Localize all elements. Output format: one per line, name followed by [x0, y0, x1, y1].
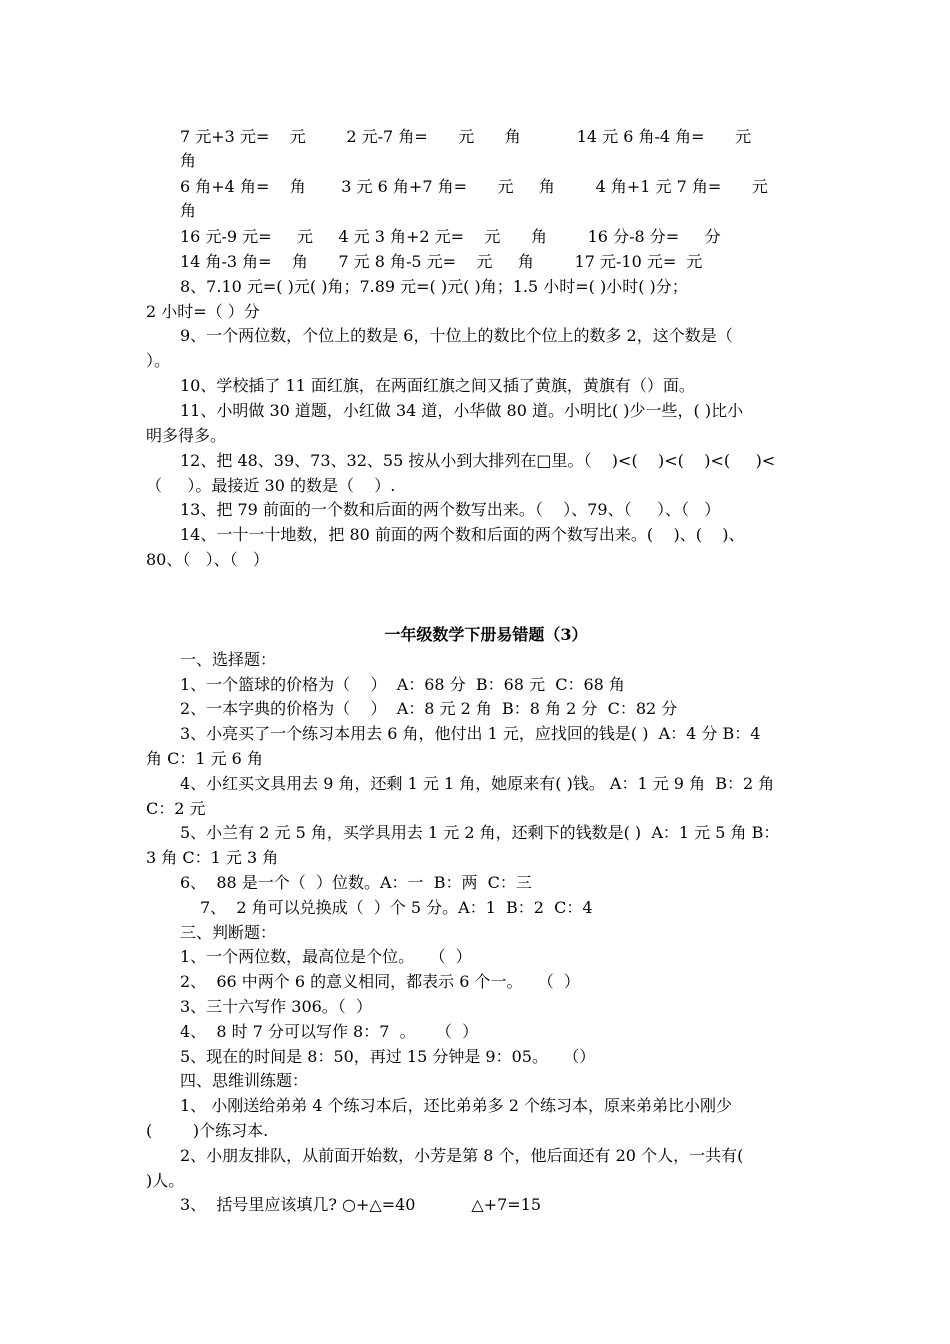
question-8: 8、7.10 元=( )元( )角；7.89 元=( )元( )角；1.5 小时=( )小时( )分； [180, 277, 688, 296]
question-11: 11、小明做 30 道题，小红做 34 道，小华做 80 道。小明比( )少一些，( )比小 [180, 401, 744, 420]
thinking-2: 2、小朋友排队，从前面开始数，小芳是第 8 个，他后面还有 20 个人，一共有( [180, 1146, 744, 1165]
choice-3-wrap: 角 C：1 元 6 角 [146, 749, 263, 768]
money-calc-row-1-wrap: 角 [180, 151, 197, 170]
judge-4: 4、 8 时 7 分可以写作 8：7 。 （ ） [180, 1022, 479, 1041]
question-12: 12、把 48、39、73、32、55 按从小到大排列在□里。（ )<( )<( )<( )< [180, 451, 776, 470]
heading-choice: 一、选择题： [180, 650, 277, 669]
question-12-wrap: （ ）。最接近 30 的数是（ ）. [146, 476, 396, 495]
choice-6: 6、 88 是一个（ ）位数。A：一 B：两 C：三 [180, 873, 532, 892]
choice-4: 4、小红买文具用去 9 角，还剩 1 元 1 角，她原来有( )钱。 A：1 元 9 角 B：2 角 [180, 774, 775, 793]
choice-5-wrap: 3 角 C：1 元 3 角 [146, 848, 279, 867]
thinking-1-wrap: ( )个练习本. [146, 1121, 269, 1140]
judge-1: 1、一个两位数，最高位是个位。 （ ） [180, 947, 472, 966]
question-8-wrap: 2 小时=（ ）分 [146, 302, 260, 321]
money-calc-row-2: 6 角+4 角= 角 3 元 6 角+7 角= 元 角 4 角+1 元 7 角= 元 [180, 177, 768, 196]
choice-3: 3、小亮买了一个练习本用去 6 角，他付出 1 元，应找回的钱是( ) A：4 分 B：4 [180, 724, 761, 743]
choice-2: 2、一本字典的价格为（ ） A：8 元 2 角 B：8 角 2 分 C：82 分 [180, 699, 678, 718]
judge-2: 2、 66 中两个 6 的意义相同，都表示 6 个一。 （ ） [180, 972, 580, 991]
thinking-1: 1、 小刚送给弟弟 4 个练习本后，还比弟弟多 2 个练习本，原来弟弟比小刚少 [180, 1096, 732, 1115]
question-14-wrap: 80、（ ）、（ ） [146, 550, 269, 569]
judge-3: 3、三十六写作 306。（ ） [180, 997, 372, 1016]
question-10: 10、学校插了 11 面红旗，在两面红旗之间又插了黄旗，黄旗有（）面。 [180, 376, 695, 395]
heading-thinking: 四、思维训练题： [180, 1071, 309, 1090]
choice-4-wrap: C：2 元 [146, 799, 206, 818]
money-calc-row-1: 7 元+3 元= 元 2 元-7 角= 元 角 14 元 6 角-4 角= 元 [180, 127, 752, 146]
choice-1: 1、一个篮球的价格为（ ） A：68 分 B：68 元 C：68 角 [180, 675, 625, 694]
money-calc-row-3: 16 元-9 元= 元 4 元 3 角+2 元= 元 角 16 分-8 分= 分 [180, 227, 721, 246]
heading-judge: 三、判断题： [180, 923, 277, 942]
money-calc-row-2-wrap: 角 [180, 201, 197, 220]
question-13: 13、把 79 前面的一个数和后面的两个数写出来。（ ）、79、（ ）、（ ） [180, 500, 721, 519]
question-9: 9、一个两位数，个位上的数是 6，十位上的数比个位上的数多 2，这个数是（ [180, 326, 733, 345]
money-calc-row-4: 14 角-3 角= 角 7 元 8 角-5 元= 元 角 17 元-10 元= 元 [180, 252, 703, 271]
question-11-wrap: 明多得多。 [146, 426, 227, 445]
thinking-3: 3、 括号里应该填几? ○+△=40 △+7=15 [180, 1195, 542, 1214]
section-title: 一年级数学下册易错题（3） [384, 625, 588, 644]
question-14: 14、一十一十地数，把 80 前面的两个数和后面的两个数写出来。( )、( )、 [180, 525, 745, 544]
choice-7: 7、 2 角可以兑换成（ ）个 5 分。A：1 B：2 C：4 [200, 898, 593, 917]
thinking-2-wrap: )人。 [146, 1171, 185, 1190]
judge-5: 5、现在的时间是 8：50，再过 15 分钟是 9：05。 （） [180, 1047, 596, 1066]
question-9-wrap: ）。 [146, 351, 171, 370]
choice-5: 5、小兰有 2 元 5 角，买学具用去 1 元 2 角，还剩下的钱数是( ) A：1 元 5 角 B： [180, 823, 780, 842]
